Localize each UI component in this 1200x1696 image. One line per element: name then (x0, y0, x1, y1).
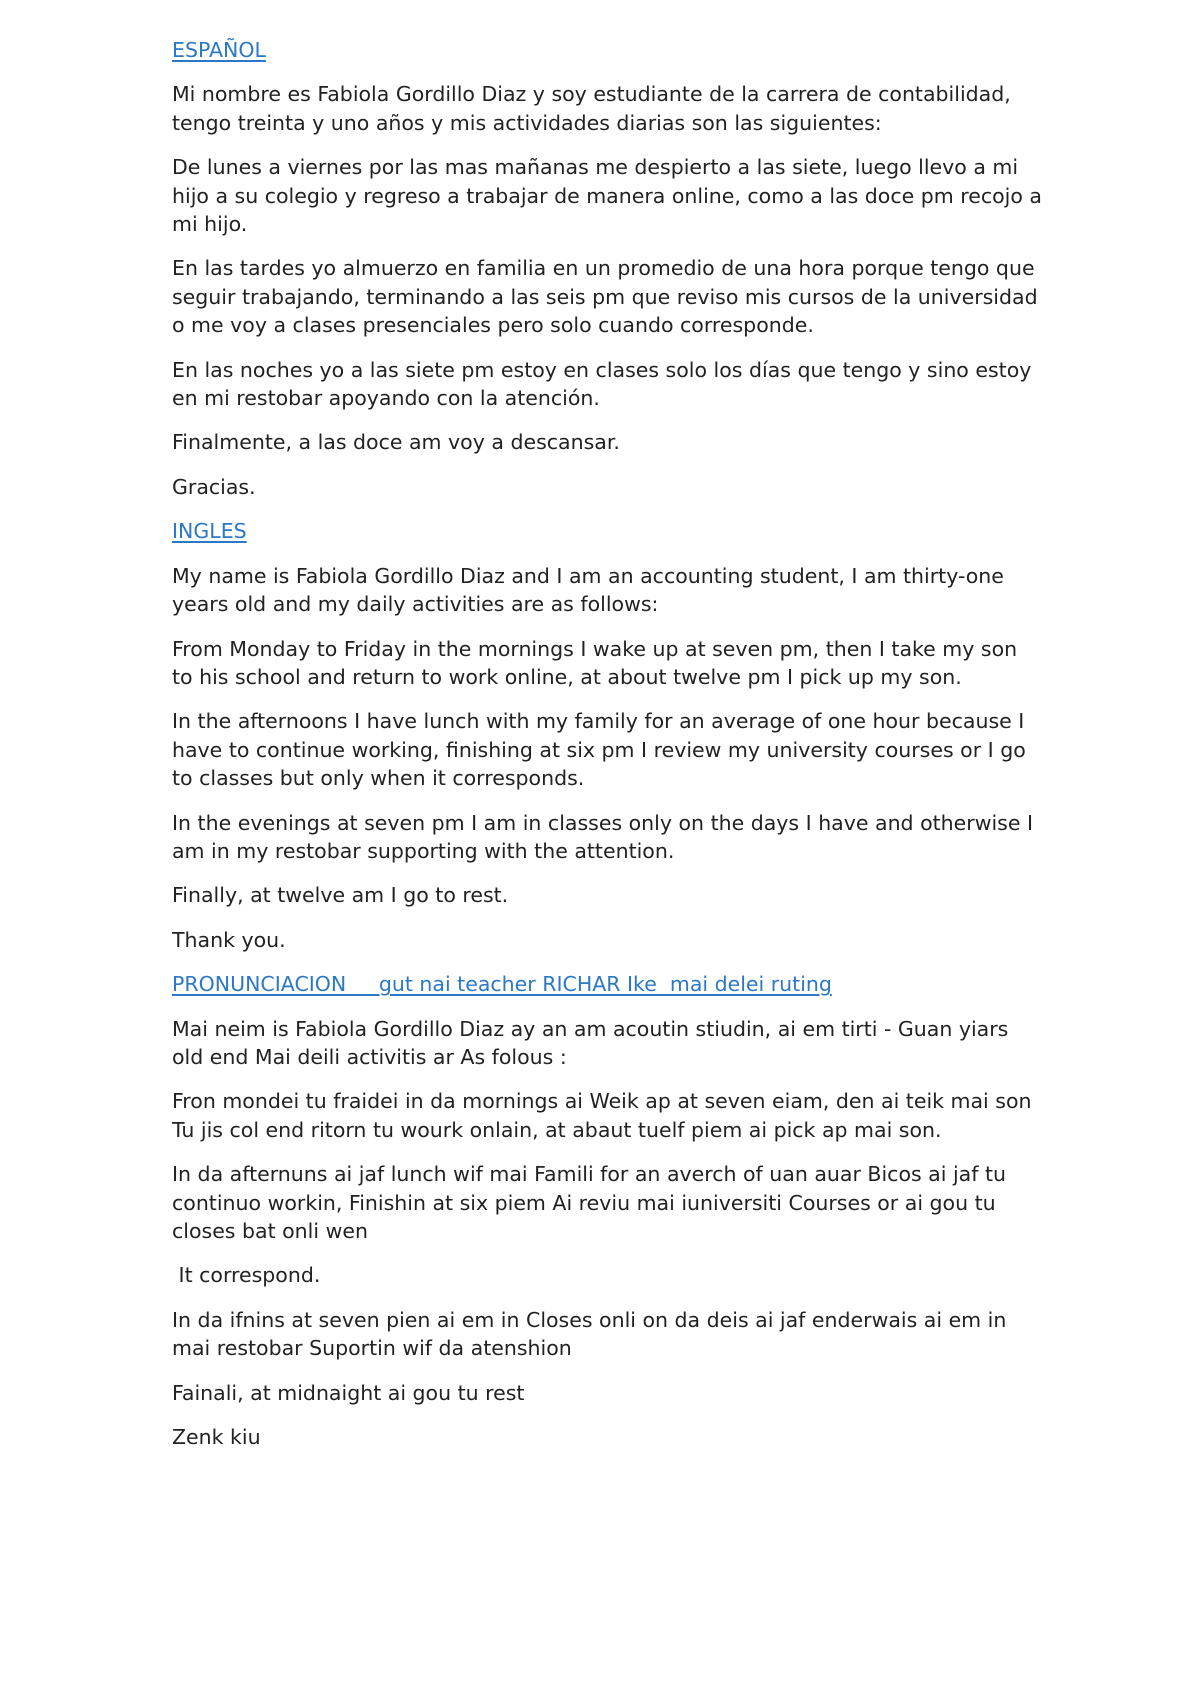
section-ingles (172, 517, 1042, 954)
paragraph: En las tardes yo almuerzo en familia en un promedio de una hora porque tengo que seguir trabajando, terminando a las seis pm que reviso mis cursos de la universidad o me voy a clases presenciales pero solo cuando corresponde. (172, 256, 1038, 338)
section-heading: ESPAÑOL (172, 38, 266, 62)
paragraph: In da ifnins at seven pien ai em in Closes onli on da deis ai jaf enderwais ai em in mai restobar Suportin wif da atenshion (172, 1307, 1007, 1361)
paragraph: Gracias. (172, 474, 256, 499)
section-heading: INGLES (172, 519, 247, 544)
paragraph: Finalmente, a las doce am voy a descansar. (172, 430, 620, 455)
section-pronunciacion (172, 970, 1042, 1451)
paragraph: Thank you. (172, 927, 286, 952)
paragraph: Fron mondei tu fraidei in da mornings ai Weik ap at seven eiam, den ai teik mai son Tu jis col end ritorn tu wourk onlain, at abaut tuelf piem ai pick ap mai son. (172, 1089, 1032, 1142)
paragraph: En las noches yo a las siete pm estoy en clases solo los días que tengo y sino estoy en mi restobar apoyando con la atención. (172, 357, 1032, 411)
paragraph: In the evenings at seven pm I am in classes only on the days I have and otherwise I am in my restobar supporting with the attention. (172, 810, 1034, 863)
paragraph: Mi nombre es Fabiola Gordillo Diaz y soy estudiante de la carrera de contabilidad, tengo treinta y uno años y mis actividades diarias son las siguientes: (172, 82, 1011, 135)
paragraph: Mai neim is Fabiola Gordillo Diaz ay an am acoutin stiudin, ai em tirti - Guan yiars old end Mai deili activitis ar As folous : (172, 1016, 1009, 1069)
paragraph: Fainali, at midnaight ai gou tu rest (172, 1380, 525, 1405)
paragraph: My name is Fabiola Gordillo Diaz and I am an accounting student, I am thirty-one years old and my daily activities are as follows: (172, 563, 1004, 617)
section-heading: PRONUNCIACION gut nai teacher RICHAR Ike mai delei ruting (172, 972, 832, 997)
paragraph: From Monday to Friday in the mornings I wake up at seven pm, then I take my son to his school and return to work online, at about twelve pm I pick up my son. (172, 636, 1018, 689)
paragraph: It correspond. (172, 1263, 321, 1288)
paragraph: Finally, at twelve am I go to rest. (172, 883, 509, 908)
paragraph: De lunes a viernes por las mas mañanas me despierto a las siete, luego llevo a mi hijo a su colegio y regreso a trabajar de manera online, como a las doce pm recojo a mi hijo. (172, 155, 1042, 237)
paragraph: In the afternoons I have lunch with my family for an average of one hour because I have to continue working, finishing at six pm I review my university courses or I go to classes but only when it corresponds. (172, 709, 1026, 791)
section-espanol (172, 36, 1042, 501)
document-page (172, 36, 1042, 1467)
paragraph: In da afternuns ai jaf lunch wif mai Famili for an averch of uan auar Bicos ai jaf tu continuo workin, Finishin at six piem Ai reviu mai iuniversiti Courses or ai gou tu closes bat onli wen (172, 1162, 1006, 1243)
paragraph: Zenk kiu (172, 1425, 261, 1450)
